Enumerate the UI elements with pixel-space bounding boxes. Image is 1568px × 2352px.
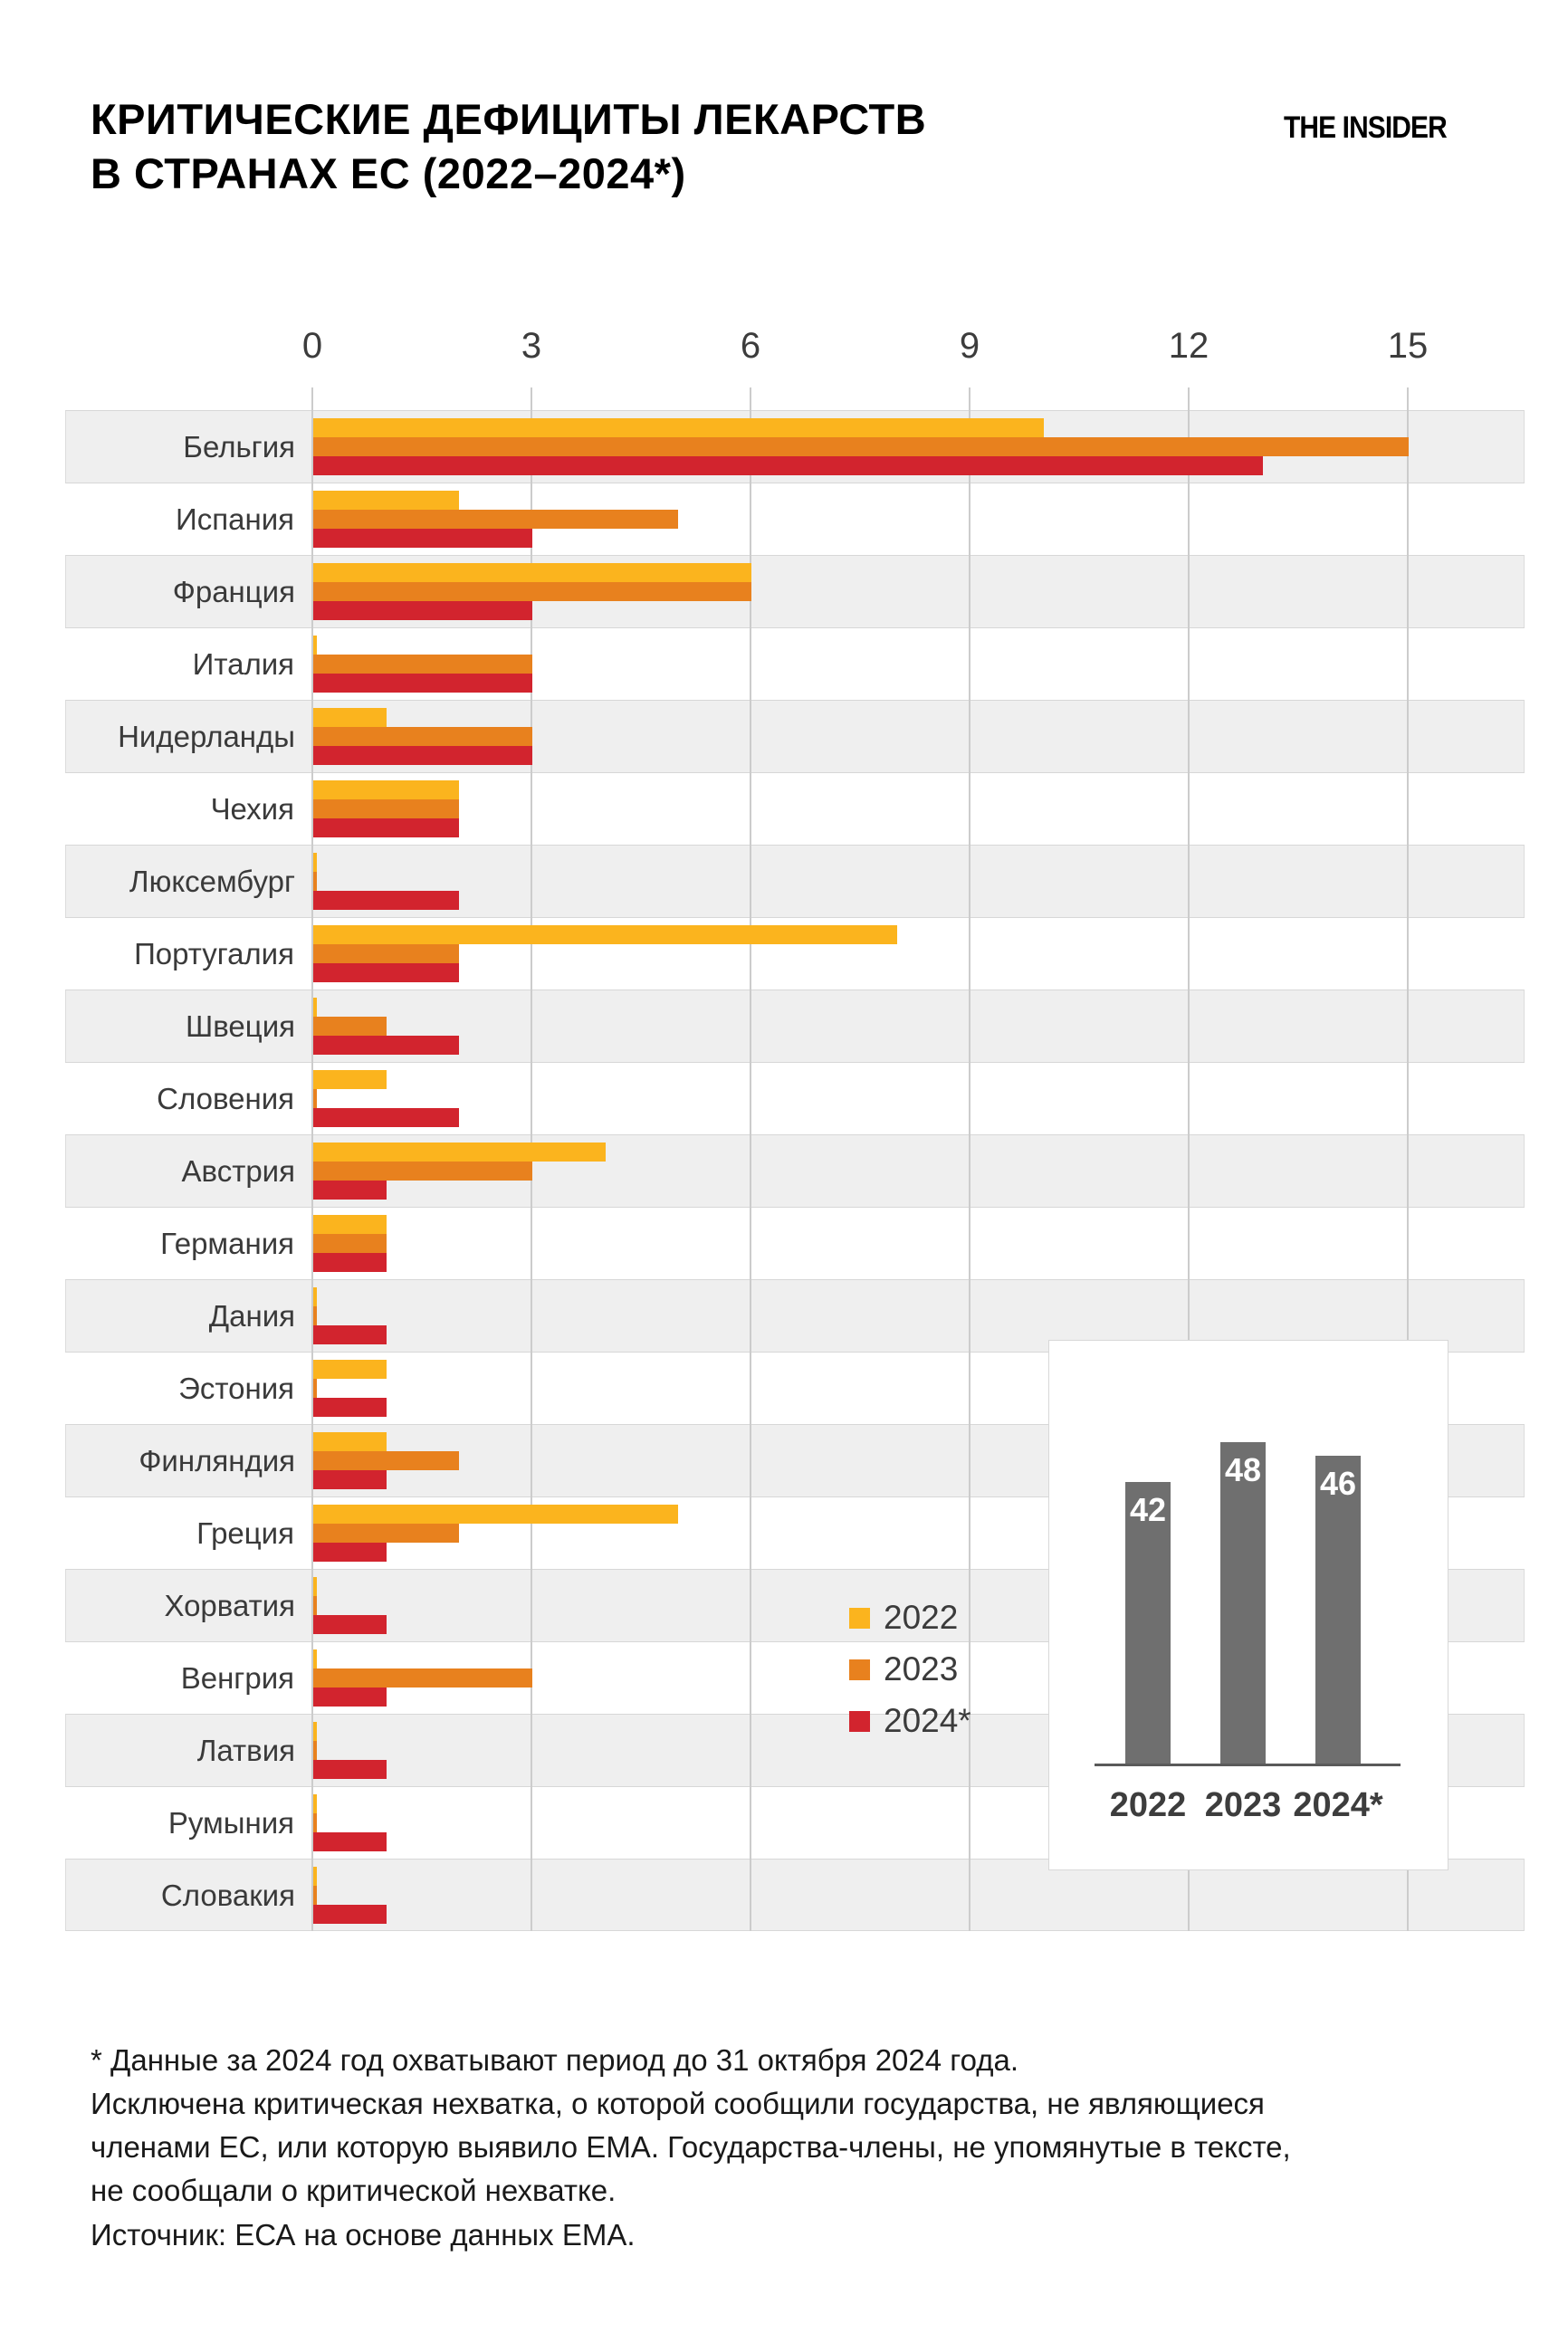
country-label: Австрия [181, 1154, 295, 1188]
chart-row-Австрия [65, 1134, 1525, 1207]
bar-2022-Эстония [313, 1360, 387, 1379]
bar-2024*-Словения [313, 1108, 459, 1127]
legend-label-2023: 2023 [884, 1650, 959, 1688]
chart-row-Швеция [65, 990, 1525, 1062]
footnote [91, 2039, 1430, 2213]
bar-2022-Латвия [313, 1722, 317, 1741]
chart-row-Чехия [65, 772, 1525, 845]
bar-2023-Франция [313, 582, 751, 601]
country-label: Латвия [196, 1734, 295, 1767]
inset-bar-2024* [1315, 1456, 1361, 1764]
axis-tick-label: 3 [521, 326, 542, 366]
bar-2023-Финляндия [313, 1451, 459, 1470]
country-label: Румыния [167, 1806, 294, 1840]
country-label: Швеция [186, 1009, 295, 1043]
bar-2023-Словакия [313, 1886, 317, 1905]
bar-2024*-Португалия [313, 963, 459, 982]
bar-2024*-Хорватия [313, 1615, 387, 1634]
bar-2022-Люксембург [313, 853, 317, 872]
bar-2024*-Словакия [313, 1905, 387, 1924]
bar-2023-Венгрия [313, 1668, 532, 1688]
chart-row-Нидерланды [65, 700, 1525, 772]
country-label: Венгрия [180, 1661, 294, 1695]
legend-label-2022: 2022 [884, 1599, 959, 1636]
bar-2023-Румыния [313, 1813, 317, 1832]
bar-2023-Португалия [313, 944, 459, 963]
bar-2024*-Италия [313, 674, 532, 693]
bar-2023-Эстония [313, 1379, 317, 1398]
bar-2023-Австрия [313, 1162, 532, 1181]
bar-2024*-Венгрия [313, 1688, 387, 1707]
legend [849, 1599, 971, 1740]
bar-2022-Греция [313, 1505, 678, 1524]
chart-row-Германия [65, 1207, 1525, 1279]
bar-2024*-Нидерланды [313, 746, 532, 765]
legend-item-2022 [849, 1599, 971, 1637]
bar-2023-Чехия [313, 799, 459, 818]
bar-2023-Швеция [313, 1017, 387, 1036]
country-label: Италия [192, 647, 294, 681]
country-label: Германия [160, 1227, 294, 1260]
axis-tick-label: 12 [1168, 326, 1209, 366]
inset-bar-value: 46 [1319, 1465, 1357, 1502]
country-label: Словакия [160, 1879, 295, 1912]
country-label: Франция [172, 575, 295, 608]
inset-x-label: 2022 [1109, 1786, 1187, 1824]
bar-2023-Латвия [313, 1741, 317, 1760]
country-label: Португалия [134, 937, 294, 970]
bar-2022-Румыния [313, 1794, 317, 1813]
page-title-line1: КРИТИЧЕСКИЕ ДЕФИЦИТЫ ЛЕКАРСТВ [91, 95, 927, 143]
bar-2024*-Латвия [313, 1760, 387, 1779]
legend-item-2024 [849, 1702, 971, 1740]
bar-2022-Словения [313, 1070, 387, 1089]
bar-2024*-Чехия [313, 818, 459, 837]
bar-2022-Хорватия [313, 1577, 317, 1596]
legend-swatch-2022 [849, 1608, 870, 1629]
inset-bar-value: 48 [1224, 1451, 1262, 1488]
bar-2023-Нидерланды [313, 727, 532, 746]
axis-tick-label: 15 [1387, 326, 1429, 366]
bar-2024*-Австрия [313, 1181, 387, 1200]
bar-2024*-Греция [313, 1543, 387, 1562]
bar-2023-Люксембург [313, 872, 317, 891]
bar-2024*-Люксембург [313, 891, 459, 910]
the-insider-logo: THE INSIDER [1284, 110, 1447, 145]
bar-2022-Финляндия [313, 1432, 387, 1451]
footnote-line4: не сообщали о критической нехватке. [91, 2174, 617, 2207]
bar-2022-Австрия [313, 1143, 606, 1162]
country-label: Финляндия [139, 1444, 295, 1477]
inset-x-label: 2023 [1204, 1786, 1282, 1824]
footnote-line1: * Данные за 2024 год охватывают период до 31 октября 2024 года. [91, 2043, 1018, 2077]
bar-2022-Нидерланды [313, 708, 387, 727]
bar-2024*-Швеция [313, 1036, 459, 1055]
chart-row-Испания [65, 483, 1525, 555]
inset-x-label: 2024* [1293, 1786, 1383, 1824]
axis-tick-label: 9 [959, 326, 980, 366]
bar-2023-Хорватия [313, 1596, 317, 1615]
bar-2024*-Франция [313, 601, 532, 620]
bar-2023-Германия [313, 1234, 387, 1253]
bar-2023-Италия [313, 655, 532, 674]
page-title-line2: В СТРАНАХ ЕС (2022–2024*) [91, 149, 686, 197]
bar-2024*-Эстония [313, 1398, 387, 1417]
country-label: Люксембург [129, 865, 295, 898]
bar-2024*-Финляндия [313, 1470, 387, 1489]
bar-2023-Греция [313, 1524, 459, 1543]
axis-tick-label: 0 [301, 326, 323, 366]
bar-2022-Швеция [313, 998, 317, 1017]
country-label: Греция [196, 1516, 294, 1550]
country-label: Испания [176, 502, 294, 536]
legend-item-2023 [849, 1650, 971, 1688]
legend-swatch-2023 [849, 1659, 870, 1680]
legend-label-2024: 2024* [884, 1702, 971, 1739]
bar-2022-Венгрия [313, 1649, 317, 1668]
inset-total-chart [1048, 1340, 1448, 1870]
country-label: Хорватия [164, 1589, 295, 1622]
bar-2024*-Испания [313, 529, 532, 548]
bar-2022-Словакия [313, 1867, 317, 1886]
bar-2024*-Германия [313, 1253, 387, 1272]
footnote-line3: членами ЕС, или которую выявило ЕМА. Государства-члены, не упомянутые в тексте, [91, 2130, 1291, 2164]
country-label: Чехия [210, 792, 294, 826]
inset-bar-2023 [1220, 1442, 1266, 1764]
bar-2022-Дания [313, 1287, 317, 1306]
legend-swatch-2024 [849, 1711, 870, 1732]
chart-row-Люксембург [65, 845, 1525, 917]
country-label: Дания [208, 1299, 295, 1333]
bar-2023-Словения [313, 1089, 317, 1108]
bar-2024*-Дания [313, 1325, 387, 1344]
bar-2023-Бельгия [313, 437, 1409, 456]
country-label: Нидерланды [118, 720, 295, 753]
bar-2022-Чехия [313, 780, 459, 799]
source-line: Источник: ЕСА на основе данных ЕМА. [91, 2218, 636, 2252]
chart-row-Словения [65, 1062, 1525, 1134]
bar-2024*-Бельгия [313, 456, 1263, 475]
inset-bar-value: 42 [1129, 1491, 1167, 1528]
bar-2022-Испания [313, 491, 459, 510]
inset-bar-2022 [1125, 1482, 1171, 1764]
bar-2022-Португалия [313, 925, 897, 944]
bar-2023-Испания [313, 510, 678, 529]
bar-2022-Бельгия [313, 418, 1044, 437]
footnote-line2: Исключена критическая нехватка, о которой сообщили государства, не являющиеся [91, 2087, 1265, 2120]
axis-tick-label: 6 [740, 326, 761, 366]
chart-row-Италия [65, 627, 1525, 700]
bar-2022-Германия [313, 1215, 387, 1234]
bar-2022-Франция [313, 563, 751, 582]
country-label: Словения [157, 1082, 294, 1115]
bar-2023-Дания [313, 1306, 317, 1325]
gridline [750, 387, 751, 1931]
country-label: Эстония [178, 1372, 294, 1405]
page-title [91, 92, 926, 201]
bar-2022-Италия [313, 636, 317, 655]
country-label: Бельгия [183, 430, 295, 464]
chart-row-Франция [65, 555, 1525, 627]
bar-2024*-Румыния [313, 1832, 387, 1851]
inset-axis-line [1095, 1764, 1401, 1766]
